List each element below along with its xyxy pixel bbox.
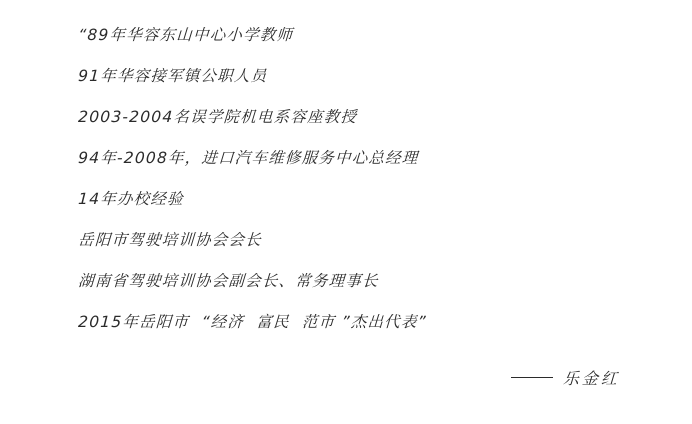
text-line: 2015年岳阳市 “经济 富民 范市 ”杰出代表” bbox=[77, 313, 428, 331]
signature-name: 乐金红 bbox=[562, 369, 621, 388]
text-line: 91年华容接军镇公职人员 bbox=[77, 67, 268, 85]
signature bbox=[511, 366, 620, 389]
text-line: 湖南省驾驶培训协会副会长、常务理事长 bbox=[77, 272, 380, 290]
signature-dash-icon bbox=[511, 377, 553, 379]
text-line: 2003-2004名误学院机电系容座教授 bbox=[77, 108, 358, 126]
text-line: 94年-2008年，进口汽车维修服务中心总经理 bbox=[77, 149, 420, 167]
handwritten-text-block bbox=[78, 28, 652, 356]
text-line: 14年办校经验 bbox=[77, 190, 185, 208]
text-line: 岳阳市驾驶培训协会会长 bbox=[77, 231, 263, 249]
text-line: “89年华容东山中心小学教师 bbox=[77, 26, 294, 44]
